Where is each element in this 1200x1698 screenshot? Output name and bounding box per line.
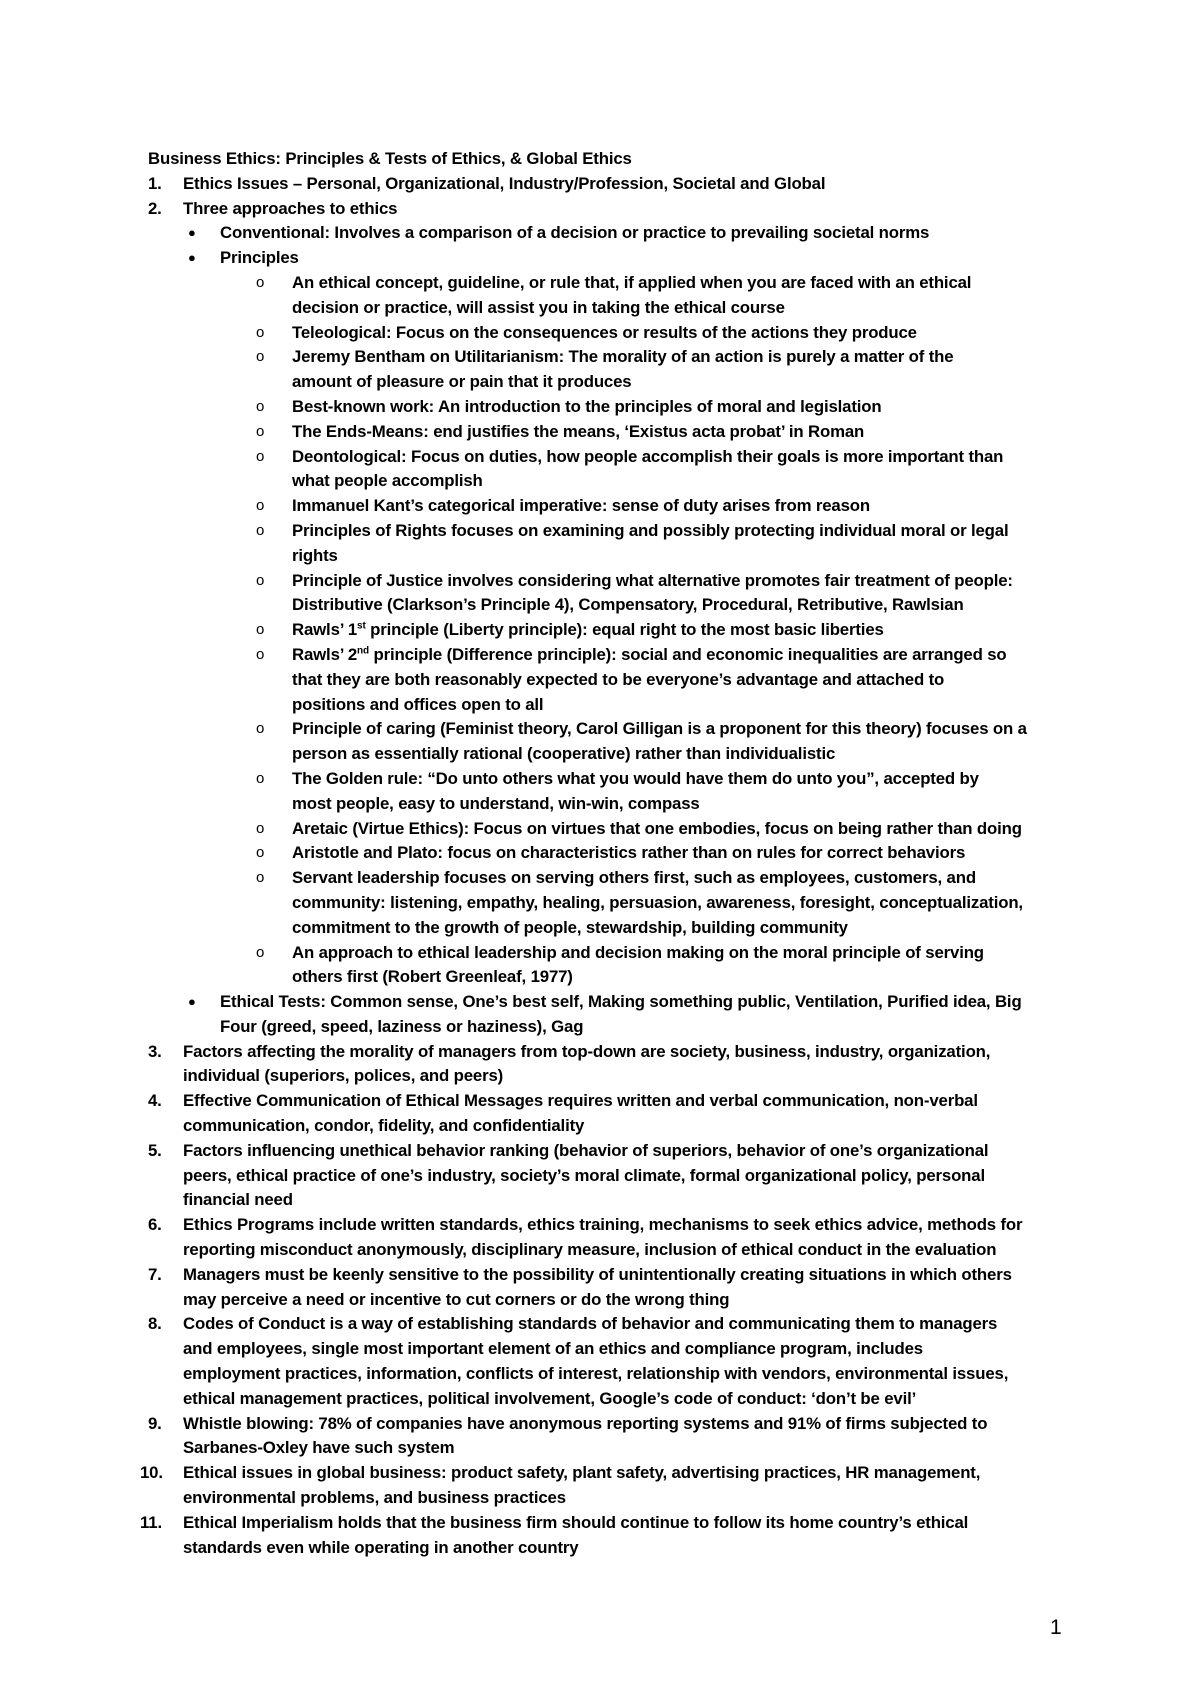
numbered-item-7 xyxy=(148,1263,1078,1313)
item-text-line: Principles of Rights focuses on examining and possibly protecting individual moral or legal xyxy=(292,520,1009,540)
item-text-line: Principle of caring (Feminist theory, Carol Gilligan is a proponent for this theory) focuses on a xyxy=(292,719,1027,739)
page-number: 1 xyxy=(1050,1616,1062,1639)
item-text-line: Principles xyxy=(220,248,299,268)
sub-item xyxy=(256,817,1078,842)
item-text-line: Aristotle and Plato: focus on characteristics rather than on rules for correct behaviors xyxy=(292,843,966,863)
sub-bullet-icon: o xyxy=(256,819,265,837)
item-text-line xyxy=(292,643,1078,668)
document-title: Business Ethics: Principles & Tests of Ethics, & Global Ethics xyxy=(148,149,632,168)
numbered-item-11 xyxy=(140,1511,1078,1561)
bullet-item-ethical-tests xyxy=(183,990,1078,1040)
item-text-line: Best-known work: An introduction to the principles of moral and legislation xyxy=(292,396,882,416)
item-number: 8. xyxy=(148,1314,162,1334)
sub-item xyxy=(256,420,1078,445)
item-number: 6. xyxy=(148,1215,162,1235)
bullet-item-conventional xyxy=(183,221,1078,246)
item-text-line: financial need xyxy=(183,1190,293,1210)
sub-item xyxy=(256,395,1078,420)
item-text-line: Four (greed, speed, laziness or haziness), Gag xyxy=(220,1016,584,1036)
text-run: Rawls’ 2 xyxy=(292,644,358,664)
sub-bullet-icon: o xyxy=(256,497,265,515)
sub-item xyxy=(256,941,1078,991)
item-text-line: rights xyxy=(292,545,338,565)
item-text-line: Servant leadership focuses on serving others first, such as employees, customers, and xyxy=(292,868,976,888)
sub-item xyxy=(256,271,1078,321)
sub-bullet-icon: o xyxy=(256,422,265,440)
text-run: Rawls’ 1 xyxy=(292,620,358,640)
item-text-line: Principle of Justice involves considering what alternative promotes fair treatment of people: xyxy=(292,570,1013,590)
item-number: 11. xyxy=(140,1512,162,1532)
numbered-item-4 xyxy=(148,1089,1078,1139)
item-text-line: Factors influencing unethical behavior ranking (behavior of superiors, behavior of one’s organizational xyxy=(183,1140,989,1160)
item-text-line: community: listening, empathy, healing, persuasion, awareness, foresight, conceptualization, xyxy=(292,892,1023,912)
text-run: principle (Difference principle): social and economic inequalities are arranged so xyxy=(368,644,1007,664)
sub-bullet-icon: o xyxy=(256,521,265,539)
sub-item xyxy=(256,519,1078,569)
item-text-line: individual (superiors, polices, and peers) xyxy=(183,1066,504,1086)
bullet-icon: ● xyxy=(188,225,196,241)
item-number: 2. xyxy=(148,198,162,218)
bullet-icon: ● xyxy=(188,250,196,266)
item-text-line: The Golden rule: “Do unto others what you would have them do unto you”, accepted by xyxy=(292,768,979,788)
item-text-line: positions and offices open to all xyxy=(292,694,544,714)
item-text-line: reporting misconduct anonymously, disciplinary measure, inclusion of ethical conduct in the evaluation xyxy=(183,1240,997,1260)
item-number: 5. xyxy=(148,1140,162,1160)
numbered-item-2 xyxy=(148,197,1078,222)
superscript: nd xyxy=(357,645,369,657)
sub-item xyxy=(256,445,1078,495)
item-text-line: Immanuel Kant’s categorical imperative: sense of duty arises from reason xyxy=(292,496,870,516)
numbered-item-8 xyxy=(148,1312,1078,1411)
item-text-line: Jeremy Bentham on Utilitarianism: The morality of an action is purely a matter of the xyxy=(292,347,954,367)
item-number: 1. xyxy=(148,173,162,193)
document-content xyxy=(140,147,1078,1560)
item-text-line: environmental problems, and business practices xyxy=(183,1488,566,1508)
item-number: 7. xyxy=(148,1264,162,1284)
item-text-line: Three approaches to ethics xyxy=(183,198,398,218)
item-text-line: decision or practice, will assist you in taking the ethical course xyxy=(292,297,785,317)
sub-item xyxy=(256,717,1078,767)
item-text-line: Distributive (Clarkson’s Principle 4), Compensatory, Procedural, Retributive, Rawlsian xyxy=(292,595,964,615)
numbered-item-9 xyxy=(148,1412,1078,1462)
sub-bullet-icon: o xyxy=(256,571,265,589)
sub-bullet-icon: o xyxy=(256,447,265,465)
item-text-line xyxy=(292,618,1078,643)
sub-bullet-icon: o xyxy=(256,348,265,366)
item-number: 4. xyxy=(148,1091,162,1111)
bullet-icon: ● xyxy=(188,994,196,1010)
item-text-line: standards even while operating in another country xyxy=(183,1537,579,1557)
sub-item xyxy=(256,569,1078,619)
sub-item xyxy=(256,494,1078,519)
sub-bullet-icon: o xyxy=(256,943,265,961)
item-text-line: Codes of Conduct is a way of establishing standards of behavior and communicating them to managers xyxy=(183,1314,998,1334)
item-text-line: Deontological: Focus on duties, how people accomplish their goals is more important than xyxy=(292,446,1004,466)
item-text-line: may perceive a need or incentive to cut corners or do the wrong thing xyxy=(183,1289,730,1309)
bullet-item-principles xyxy=(183,246,1078,271)
numbered-item-1 xyxy=(148,172,1078,197)
item-text-line: others first (Robert Greenleaf, 1977) xyxy=(292,967,573,987)
sub-item xyxy=(256,618,1078,643)
item-text-line: Effective Communication of Ethical Messages requires written and verbal communication, non-verbal xyxy=(183,1091,978,1111)
item-text-line: Factors affecting the morality of managers from top-down are society, business, industry, organization, xyxy=(183,1041,991,1061)
item-text-line: Aretaic (Virtue Ethics): Focus on virtues that one embodies, focus on being rather than doing xyxy=(292,818,1022,838)
sub-bullet-icon: o xyxy=(256,869,265,887)
sub-item xyxy=(256,866,1078,940)
item-text-line: most people, easy to understand, win-win, compass xyxy=(292,793,700,813)
item-text-line: person as essentially rational (cooperative) rather than individualistic xyxy=(292,744,836,764)
item-text-line: Teleological: Focus on the consequences or results of the actions they produce xyxy=(292,322,917,342)
item-text-line: peers, ethical practice of one’s industry, society’s moral climate, formal organizational policy, personal xyxy=(183,1165,985,1185)
sub-bullet-icon: o xyxy=(256,323,265,341)
numbered-item-5 xyxy=(148,1139,1078,1213)
item-text-line: The Ends-Means: end justifies the means, ‘Existus acta probat’ in Roman xyxy=(292,421,865,441)
superscript: st xyxy=(357,620,366,632)
item-text-line: and employees, single most important element of an ethics and compliance program, includes xyxy=(183,1339,923,1359)
sub-bullet-icon: o xyxy=(256,720,265,738)
item-text-line: Ethics Issues – Personal, Organizational, Industry/Profession, Societal and Global xyxy=(183,173,826,193)
item-text-line: what people accomplish xyxy=(292,471,483,491)
item-text-line: Managers must be keenly sensitive to the possibility of unintentionally creating situations in which others xyxy=(183,1264,1012,1284)
item-text-line: An approach to ethical leadership and decision making on the moral principle of serving xyxy=(292,942,984,962)
item-text-line: Ethical Imperialism holds that the business firm should continue to follow its home country’s ethical xyxy=(183,1512,969,1532)
numbered-item-3 xyxy=(148,1040,1078,1090)
sub-item xyxy=(256,643,1078,717)
item-text-line: Ethics Programs include written standards, ethics training, mechanisms to seek ethics advice, methods for xyxy=(183,1215,1023,1235)
item-text-line: communication, condor, fidelity, and confidentiality xyxy=(183,1116,585,1136)
item-text-line: amount of pleasure or pain that it produces xyxy=(292,372,632,392)
sub-item xyxy=(256,345,1078,395)
item-text-line: An ethical concept, guideline, or rule that, if applied when you are faced with an ethical xyxy=(292,272,972,292)
item-text-line: ethical management practices, political involvement, Google’s code of conduct: ‘don’t be evil’ xyxy=(183,1388,917,1408)
item-number: 9. xyxy=(148,1413,162,1433)
item-text-line: Ethical Tests: Common sense, One’s best self, Making something public, Ventilation, Purified idea, Big xyxy=(220,992,1022,1012)
item-text-line: employment practices, information, conflicts of interest, relationship with vendors, environmental issues, xyxy=(183,1364,1009,1384)
sub-bullet-icon: o xyxy=(256,621,265,639)
sub-bullet-icon: o xyxy=(256,769,265,787)
item-text-line: Whistle blowing: 78% of companies have anonymous reporting systems and 91% of firms subjected to xyxy=(183,1413,988,1433)
item-number: 3. xyxy=(148,1041,162,1061)
sub-bullet-icon: o xyxy=(256,273,265,291)
item-text-line: Conventional: Involves a comparison of a decision or practice to prevailing societal norms xyxy=(220,223,930,243)
sub-item xyxy=(256,767,1078,817)
sub-bullet-icon: o xyxy=(256,645,265,663)
sub-bullet-icon: o xyxy=(256,844,265,862)
item-text-line: Ethical issues in global business: product safety, plant safety, advertising practices, HR management, xyxy=(183,1463,981,1483)
item-number: 10. xyxy=(140,1463,163,1483)
sub-item xyxy=(256,841,1078,866)
sub-bullet-icon: o xyxy=(256,397,265,415)
numbered-item-10 xyxy=(140,1461,1078,1511)
numbered-item-6 xyxy=(148,1213,1078,1263)
sub-item xyxy=(256,321,1078,346)
item-text-line: that they are both reasonably expected to be everyone’s advantage and attached to xyxy=(292,669,945,689)
text-run: principle (Liberty principle): equal right to the most basic liberties xyxy=(365,620,884,640)
item-text-line: Sarbanes-Oxley have such system xyxy=(183,1438,455,1458)
item-text-line: commitment to the growth of people, stewardship, building community xyxy=(292,917,848,937)
